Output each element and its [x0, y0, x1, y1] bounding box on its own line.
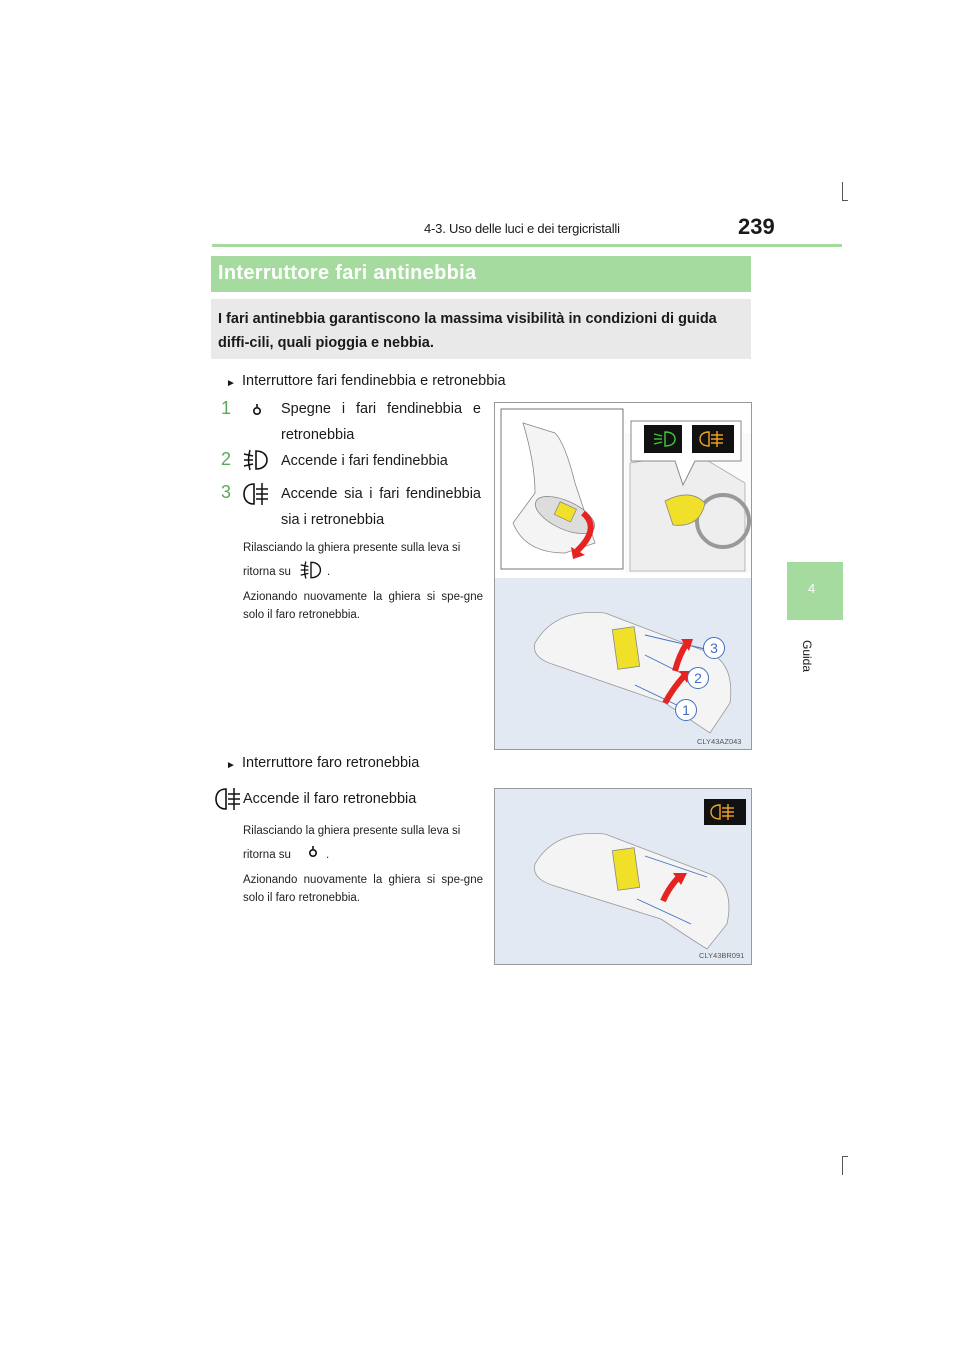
callout-2: 2	[687, 667, 709, 689]
header-rule	[212, 244, 842, 247]
note-text: .	[326, 849, 330, 861]
note-text: Rilasciando la ghiera presente sulla leva si	[243, 542, 461, 554]
note-text: .	[327, 566, 331, 578]
rear-fog-icon	[242, 481, 270, 507]
figure-code: CLY43AZ043	[697, 737, 742, 746]
crop-mark	[842, 1156, 843, 1175]
note-text: Azionando nuovamente la ghiera si spe-gne solo il faro retronebbia.	[243, 591, 483, 621]
figure-code: CLY43BR091	[699, 951, 745, 960]
item-number: 1	[221, 398, 232, 418]
note-text: Azionando nuovamente la ghiera si spe-gne solo il faro retronebbia.	[243, 874, 483, 904]
crop-mark	[842, 1156, 848, 1157]
note-text: ritorna su	[243, 849, 291, 861]
triangle-bullet-icon: ►	[226, 760, 236, 771]
triangle-bullet-icon: ►	[226, 378, 236, 389]
chapter-label: Guida	[800, 640, 814, 673]
intro-text: I fari antinebbia garantiscono la massima visibilità in condizioni di guida diffi-cili, quali pioggia e nebbia.	[218, 311, 717, 351]
item-text: Accende i fari fendinebbia	[281, 453, 448, 469]
note-text: Rilasciando la ghiera presente sulla leva si	[243, 825, 461, 837]
item-number: 2	[221, 449, 232, 469]
off-symbol-icon	[307, 845, 319, 859]
crop-mark	[842, 182, 843, 201]
callout-3: 3	[703, 637, 725, 659]
rear-fog-icon	[214, 786, 242, 812]
figure-illustration	[495, 403, 751, 749]
front-fog-icon	[242, 448, 270, 472]
sub-heading-rear: Interruttore faro retronebbia	[242, 755, 420, 771]
page-number: 239	[738, 214, 775, 239]
figure-fog-switch-rear	[494, 788, 752, 965]
item-text: Accende il faro retronebbia	[243, 791, 417, 807]
note-text: ritorna su	[243, 566, 291, 578]
chapter-number: 4	[808, 581, 816, 596]
item-text: Accende sia i fari fendinebbia sia i retronebbia	[281, 486, 481, 528]
sub-heading-front-rear: Interruttore fari fendinebbia e retronebbia	[242, 373, 506, 389]
item-number: 3	[221, 482, 232, 502]
off-symbol-icon	[251, 403, 263, 417]
figure-fog-switch-front-rear	[494, 402, 752, 750]
running-head: 4-3. Uso delle luci e dei tergicristalli	[424, 221, 620, 236]
callout-1: 1	[675, 699, 697, 721]
item-text: Spegne i fari fendinebbia e retronebbia	[281, 401, 481, 443]
crop-mark	[842, 200, 848, 201]
section-title: Interruttore fari antinebbia	[218, 262, 477, 284]
front-fog-icon	[299, 559, 323, 581]
figure-illustration	[495, 789, 751, 964]
